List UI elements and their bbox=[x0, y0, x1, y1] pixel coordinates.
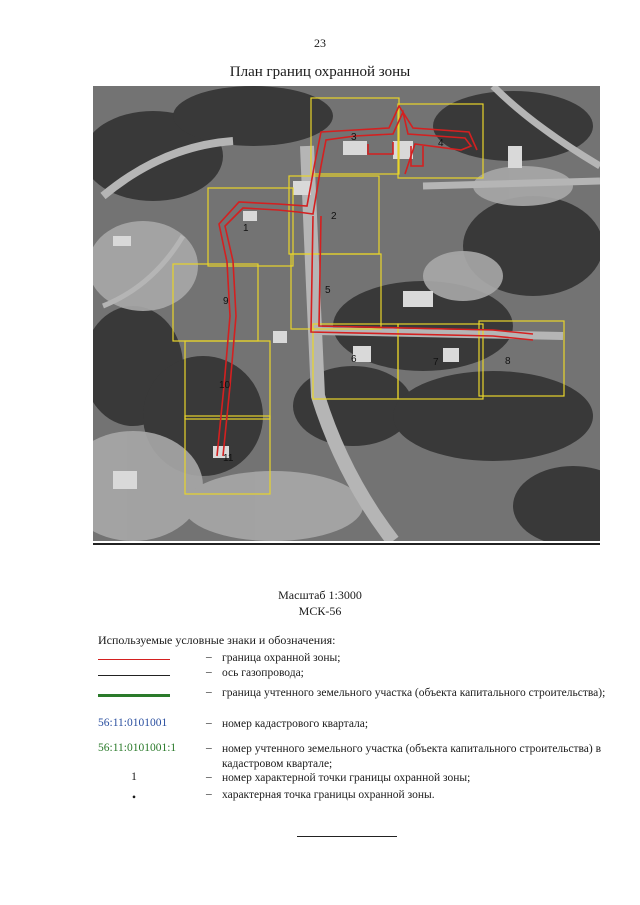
legend-dash: – bbox=[206, 651, 212, 663]
legend-text: номер учтенного земельного участка (объекта капитального строительства) в кадастровом квартале; bbox=[222, 743, 602, 770]
page-number: 23 bbox=[314, 36, 326, 50]
legend-dash: – bbox=[206, 771, 212, 783]
legend-header: Используемые условные знаки и обозначения: bbox=[98, 633, 336, 647]
point-label-10: 10 bbox=[219, 380, 231, 391]
point-number-symbol: 1 bbox=[131, 771, 137, 783]
legend-item-zone-boundary bbox=[98, 651, 618, 667]
cadastral-quarter-symbol: 56:11:0101001 bbox=[98, 717, 168, 729]
point-label-1: 1 bbox=[243, 223, 249, 234]
legend-item-pipeline-axis bbox=[98, 666, 618, 682]
footer-rule bbox=[297, 836, 397, 837]
legend-item-cadastral-quarter bbox=[98, 717, 618, 733]
point-label-8: 8 bbox=[505, 356, 511, 367]
legend-text: ось газопровода; bbox=[222, 667, 304, 679]
map-canvas bbox=[93, 86, 600, 541]
map-title: План границ охранной зоны bbox=[229, 64, 411, 80]
green-line-symbol bbox=[98, 694, 170, 697]
point-label-6: 6 bbox=[351, 354, 357, 365]
legend-dash: – bbox=[206, 686, 212, 698]
point-dot-symbol: • bbox=[131, 792, 137, 804]
map-bottom-rule bbox=[93, 543, 600, 545]
legend-item-point-dot bbox=[98, 788, 618, 804]
scale-label: Масштаб 1:3000 bbox=[278, 588, 362, 602]
legend-item-point-number bbox=[98, 771, 618, 787]
legend-dash: – bbox=[206, 666, 212, 678]
legend-text: номер характерной точки границы охранной зоны; bbox=[222, 772, 471, 784]
legend-text: характерная точка границы охранной зоны. bbox=[222, 789, 435, 801]
point-label-11: 11 bbox=[223, 453, 234, 464]
legend-item-land-plot-number bbox=[98, 742, 618, 774]
legend-text: номер кадастрового квартала; bbox=[222, 718, 369, 730]
point-label-5: 5 bbox=[325, 285, 331, 296]
point-label-7: 7 bbox=[433, 357, 439, 368]
point-label-9: 9 bbox=[223, 296, 229, 307]
legend-item-land-plot-boundary bbox=[98, 686, 618, 718]
legend-text: граница учтенного земельного участка (объекта капитального строительства); bbox=[222, 687, 606, 699]
red-line-symbol bbox=[98, 659, 170, 660]
coordinate-system-label: МСК-56 bbox=[298, 604, 342, 618]
legend-dash: – bbox=[206, 788, 212, 800]
aerial-map bbox=[93, 86, 600, 541]
legend-text: граница охранной зоны; bbox=[222, 652, 341, 664]
land-plot-number-symbol: 56:11:0101001:1 bbox=[98, 742, 177, 754]
legend-dash: – bbox=[206, 742, 212, 754]
legend-dash: – bbox=[206, 717, 212, 729]
point-label-3: 3 bbox=[351, 132, 357, 143]
black-line-symbol bbox=[98, 675, 170, 676]
point-label-2: 2 bbox=[331, 211, 337, 222]
point-label-4: 4 bbox=[438, 138, 444, 149]
